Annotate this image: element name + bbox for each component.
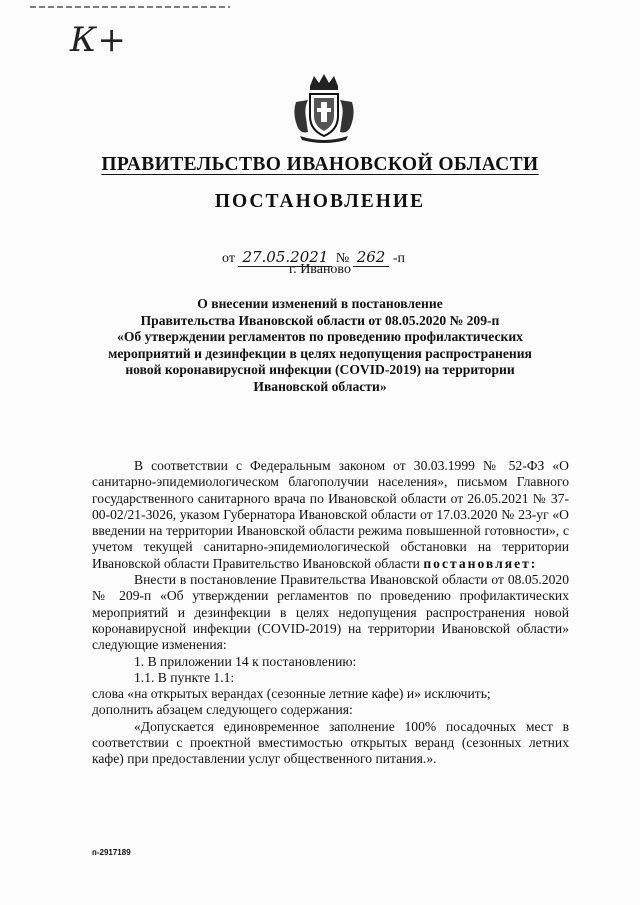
item-quote: «Допускается единовременное заполнение 100% посадочных мест в соответствии с проектной вместимостью открытых веранд (сезонных летних кафе) при предоставлении услуг общественного питания.». (92, 718, 569, 767)
handwritten-mark: К+ (70, 20, 127, 60)
decree-word: постановляет: (423, 555, 538, 571)
item-add: дополнить абзацем следующего содержания: (92, 702, 353, 718)
government-title: ПРАВИТЕЛЬСТВО ИВАНОВСКОЙ ОБЛАСТИ (101, 154, 539, 175)
subject-heading (82, 296, 558, 395)
paragraph-1: Внести в постановление Правительства Ивановской области от 08.05.2020 № 209-п «Об утверждении регламентов по проведению профилактических мероприятий и дезинфекции в целях недопущения распространения новой коронавирусной инфекции (COVID-2019) на территории Ивановской области» следующие изменения: (92, 572, 569, 653)
item-1: 1. В приложении 14 к постановлению: (134, 653, 357, 669)
date-value: 27.05.2021 (238, 248, 332, 267)
document-body (92, 458, 569, 768)
scan-artifact-line (30, 6, 230, 8)
city: г. Иваново (289, 262, 351, 277)
number-suffix: -п (392, 251, 405, 266)
subject-line: мероприятий и дезинфекции в целях недопущения распространения (108, 345, 532, 361)
subject-line: Ивановской области» (253, 378, 387, 394)
item-words: слова «на открытых верандах (сезонные летние кафе) и» исключить; (92, 686, 491, 702)
number-value: 262 (353, 248, 390, 267)
item-1-1: 1.1. В пункте 1.1: (134, 669, 235, 685)
subject-line: новой коронавирусной инфекции (COVID-2019) на территории (125, 362, 515, 377)
document-type: ПОСТАНОВЛЕНИЕ (214, 191, 426, 212)
subject-line: О внесении изменений в постановление (197, 296, 443, 311)
preamble-text: В соответствии с Федеральным законом от 30.03.1999 № 52-ФЗ «О санитарно-эпидемиологическом благополучии населения», письмом Главного государственного санитарного врача по Ивановской области от 26.05.2021 № 37-00-02/21-3026, указом Губернатора Ивановской области от 17.03.2020 № 23-уг «О введении на территории Ивановской области режима повышенной готовности», с учетом текущей санитарно-эпидемиологической обстановки на территории Ивановской области Правительство Ивановской области (92, 458, 569, 571)
subject-line: «Об утверждении регламентов по проведению профилактических (117, 329, 523, 344)
coat-of-arms-icon (290, 72, 358, 144)
preamble-paragraph (92, 458, 569, 572)
subject-line: Правительства Ивановской области от 08.05.2020 № 209-п (140, 312, 500, 328)
date-prefix: от (222, 251, 235, 266)
number-sign: № (335, 251, 350, 266)
footer-code: п-2917189 (92, 848, 131, 857)
